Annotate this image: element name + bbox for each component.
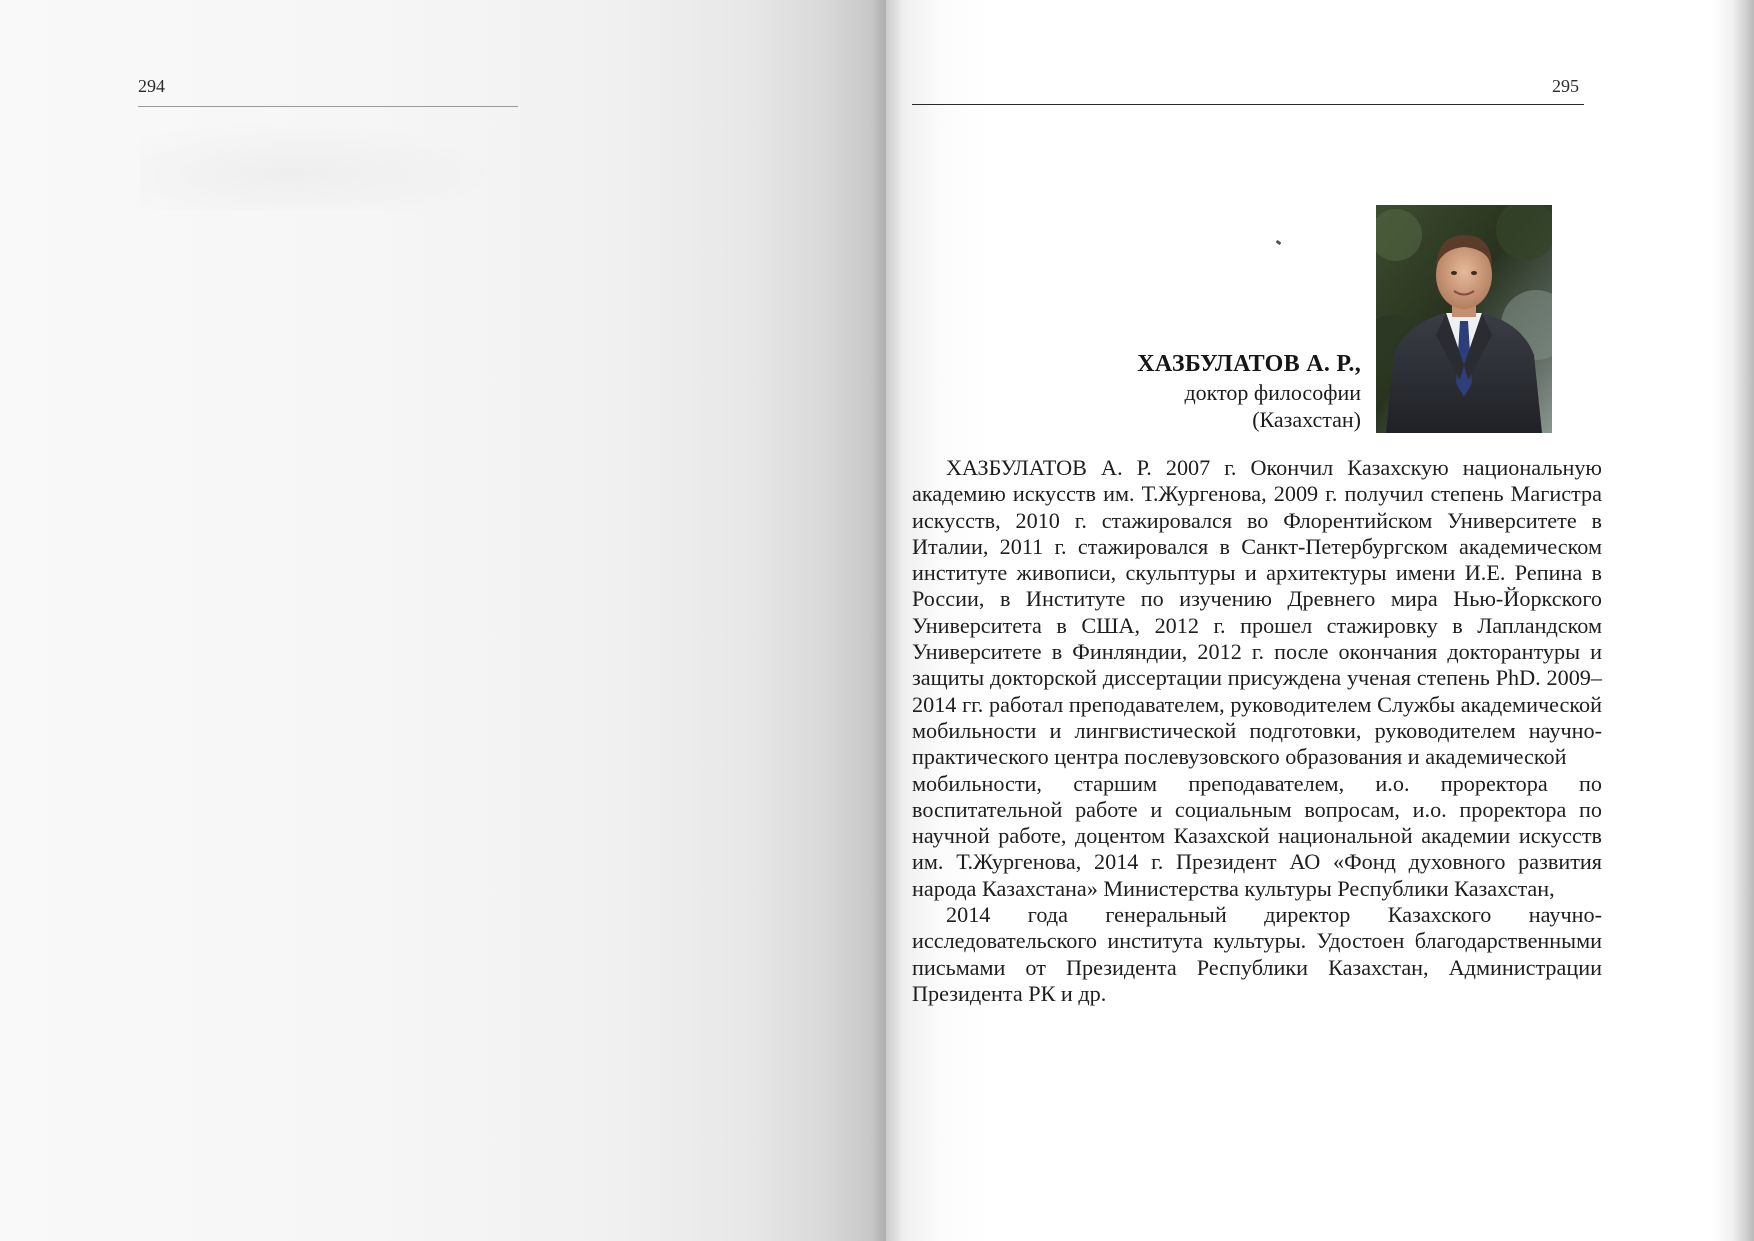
- author-heading: [961, 349, 1361, 433]
- header-rule-right: [912, 104, 1584, 105]
- biography-paragraph: 2014 года генеральный директор Казахского научно-исследовательского института культуры. Удостоен благодарственными письмами от Президента Республики Казахстан, Администрации Президента РК и др.: [912, 902, 1602, 1006]
- author-country: (Казахстан): [1252, 407, 1361, 432]
- biography-text: [912, 455, 1602, 1007]
- show-through-smudge: [140, 120, 500, 210]
- portrait-illustration: [1376, 205, 1552, 433]
- biography-paragraph: ХАЗБУЛАТОВ А. Р. 2007 г. Окончил Казахскую национальную академию искусств им. Т.Жургенова, 2009 г. получил степень Магистра искусств, 2010 г. стажировался во Флорентийском Университете в Италии, 2011 г. стажировался в Санкт-Петербургском академическом институте живописи, скульптуры и архитектуры имени И.Е. Репина в России, в Институте по изучению Древнего мира Нью-Йоркского Университета в США, 2012 г. прошел стажировку в Лапландском Университете в Финляндии, 2012 г. после окончания докторантуры и защиты докторской диссертации присуждена ученая степень PhD. 2009–2014 гг. работал преподавателем, руководителем Службы академической мобильности и лингвистической подготовки, руководителем научно-практического центра послевузовского образования и академической: [912, 455, 1602, 770]
- page-number-left: 294: [138, 76, 165, 96]
- header-rule-left: [138, 106, 518, 107]
- page-number-right: 295: [1552, 76, 1579, 96]
- biography-paragraph: мобильности, старшим преподавателем, и.о. проректора по воспитательной работе и социальным вопросам, и.о. проректора по научной работе, доцентом Казахской национальной академии искусств им. Т.Жургенова, 2014 г. Президент АО «Фонд духовного развития народа Казахстана» Министерства культуры Республики Казахстан,: [912, 770, 1602, 901]
- author-degree: доктор философии: [1184, 380, 1361, 405]
- spine-shadow: [872, 0, 900, 1241]
- author-name: ХАЗБУЛАТОВ А. Р.,: [1137, 351, 1361, 377]
- author-portrait: [1376, 205, 1552, 433]
